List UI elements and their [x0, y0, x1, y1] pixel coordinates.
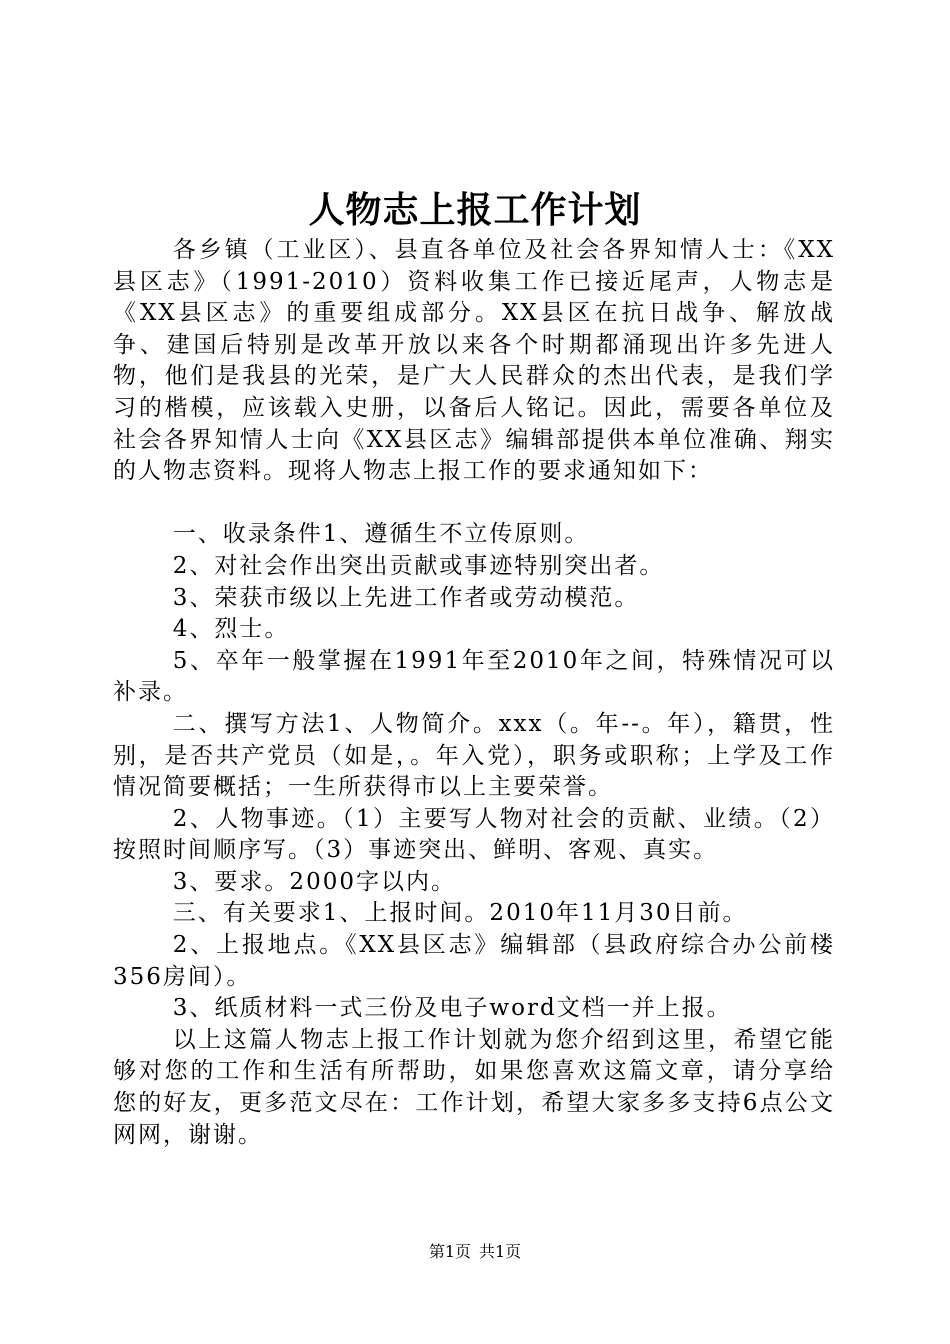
page-footer — [0, 1240, 950, 1264]
section-one-heading: 一、收录条件1、遵循生不立传原则。 — [172, 521, 590, 548]
intro-paragraph: 各乡镇（工业区）、县直各单位及社会各界知情人士：《XX县区志》（1991-2010）资料收集工作已接近尾声，人物志是《XX县区志》的重要组成部分。XX县区在抗日战争、解放战争、建国后特别是改革开放以来各个时期都涌现出许多先进人物，他们是我县的光荣，是广大人民群众的杰出代表，是我们学习的楷模，应该载入史册，以备后人铭记。因此，需要各单位及社会各界知情人士向《XX县区志》编辑部提供本单位准确、翔实的人物志资料。现将人物志上报工作的要求通知如下： — [113, 237, 835, 485]
closing-paragraph: 以上这篇人物志上报工作计划就为您介绍到这里，希望它能够对您的工作和生活有所帮助，如果您喜欢这篇文章，请分享给您的好友，更多范文尽在：工作计划，希望大家多多支持6点公文网网，谢谢。 — [113, 1026, 835, 1148]
list-item: 2、对社会作出突出贡献或事迹特别突出者。 — [172, 552, 665, 579]
list-item: 3、要求。2000字以内。 — [172, 868, 456, 895]
list-item: 3、纸质材料一式三份及电子word文档一并上报。 — [172, 995, 732, 1022]
page-number: 第1页 — [428, 1242, 471, 1261]
list-item: 2、上报地点。《XX县区志》编辑部（县政府综合办公前楼356房间）。 — [113, 932, 835, 990]
list-item: 4、烈士。 — [172, 616, 290, 643]
section-two-heading: 二、撰写方法1、人物简介。xxx（。年--。年），籍贯，性别，是否共产党员（如是，。年入党），职务或职称；上学及工作情况简要概括；一生所获得市以上主要荣誉。 — [113, 710, 835, 801]
list-item: 3、荣获市级以上先进工作者或劳动模范。 — [172, 584, 640, 611]
document-title: 人物志上报工作计划 — [308, 189, 642, 231]
page-total: 共1页 — [479, 1242, 522, 1261]
list-item: 5、卒年一般掌握在1991年至2010年之间，特殊情况可以补录。 — [113, 647, 835, 706]
document-body — [113, 235, 835, 1151]
section-three-heading: 三、有关要求1、上报时间。2010年11月30日前。 — [172, 900, 748, 927]
list-item: 2、人物事迹。（1）主要写人物对社会的贡献、业绩。（2）按照时间顺序写。（3）事迹突出、鲜明、客观、真实。 — [113, 805, 835, 864]
